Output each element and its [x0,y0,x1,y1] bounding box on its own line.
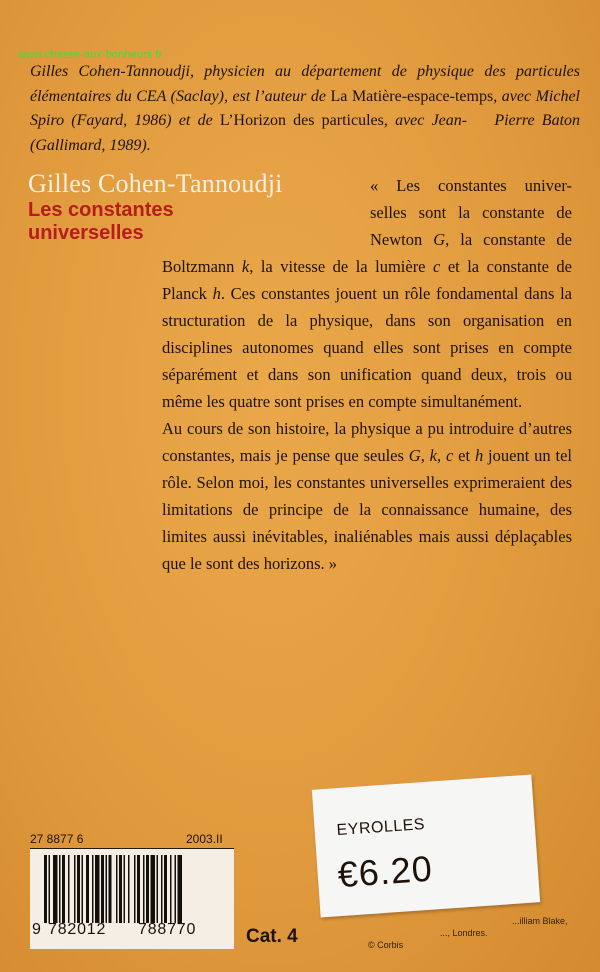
quote-line-2: selles sont la constante de [370,203,572,222]
print-date: 2003.II [186,832,223,846]
quote-paragraph-2 [162,415,572,577]
sticker-price: €6.20 [336,847,435,896]
barcode-bar [44,855,47,923]
quote-line-3a: Newton [370,230,434,249]
watermark: www.chasse-aux-bonheurs.fr [18,49,163,61]
bio-line-3-end: avec Jean- [387,112,468,129]
symbol-h-2: h [474,446,484,465]
barcode-bar [161,855,163,923]
barcode-bar [68,855,70,923]
barcode-bar [49,855,51,923]
quote-line-3 [162,226,572,253]
barcode-bar [53,855,58,923]
barcode-bar [124,855,126,923]
barcode-bar [157,855,159,923]
bio-line-1: Gilles Cohen-Tannoudji, physicien au département de physique des particules [30,63,580,80]
symbol-h: h [212,284,221,303]
cover-credit-artist: ...illiam Blake, [512,916,568,926]
price-sticker [312,774,540,917]
author-bio [30,60,580,158]
bio-line-4: Pierre Baton (Gallimard, 1989). [30,112,581,154]
barcode-bar [95,855,100,923]
quote-p1-c: et la constante de Planck [162,257,572,303]
cover-credit-corbis: © Corbis [368,940,404,950]
isbn-barcode [30,848,234,949]
sticker-store-name: EYROLLES [336,816,426,840]
barcode-bar [74,855,76,923]
barcode-bar [92,855,94,923]
barcode-bars [44,855,224,923]
quote-p1-b: , la vitesse de la lumière [249,257,433,276]
barcode-bar [175,855,177,923]
symbols-gkc: G, k, c [408,446,454,465]
barcode-bar [62,855,65,923]
quote-p1-a: Boltzmann [162,257,242,276]
quote-p1-d: . Ces constantes jouent un rôle fondamental dans la structuration de la physique, dans son organisation en disciplines autonomes quand elles sont prises en compte séparément et dans son unification quand deux, trois ou même les quatre sont prises en compte simultanément. [162,284,572,411]
symbol-G: G [433,230,446,249]
bio-line-3: avec Michel Spiro (Fayard, 1986) et de [30,87,580,129]
barcode-bar [77,855,80,923]
barcode-bar [164,855,167,923]
barcode-bar [170,855,172,923]
barcode-bar [146,855,149,923]
author-name: Gilles Cohen-Tannoudji [28,169,283,198]
barcode-bar [101,855,104,923]
book-title-line-1: Les constantes [28,199,174,221]
barcode-bar [128,855,130,923]
quote-p2-a: Au cours de son histoire, la physique a pu introduire d’autres constantes, mais je pense que seules [162,419,572,465]
quote-line-3c: , la constante de [445,230,572,249]
bio-line-2: élémentaires du CEA (Saclay), est l’auteur de [30,87,331,105]
book-title-horizon: L’Horizon des particules, [219,112,388,129]
barcode-bar [119,855,122,923]
quote-line-1: « Les constantes univer- [370,176,572,195]
barcode-bar [178,855,183,923]
catalog-reference: 27 8877 6 [30,832,84,846]
barcode-bar [82,855,84,923]
barcode-bar [116,855,118,923]
symbol-c: c [433,257,441,276]
barcode-digit-1: 9 [32,921,42,938]
quote-paragraph-1 [162,253,572,415]
cover-credit-location: ..., Londres. [440,928,488,938]
barcode-bar [106,855,108,923]
symbol-k: k [241,257,250,276]
quote-p2-b: et [453,446,475,465]
barcode-bar [137,855,140,923]
barcode-bar [86,855,89,923]
barcode-bar [134,855,136,923]
barcode-bar [59,855,61,923]
book-title-line-2: universelles [28,222,144,244]
barcode-bar [143,855,145,923]
quote-p2-c: jouent un tel rôle. Selon moi, les constantes universelles exprimeraient des limitations de principe de la connaissance humaine, des limites aussi inévitables, inaliénables mais aussi déplaçables que le sont des horizons. » [162,446,572,573]
category-label: Cat. 4 [246,926,298,947]
barcode-bar [151,855,156,923]
book-title [28,199,174,245]
quote-block [162,172,572,577]
barcode-bar [109,855,112,923]
barcode-group-2: 788770 [138,921,197,938]
book-title-matiere: La Matière-espace-temps, [330,87,498,105]
barcode-group-1: 782012 [48,921,107,938]
